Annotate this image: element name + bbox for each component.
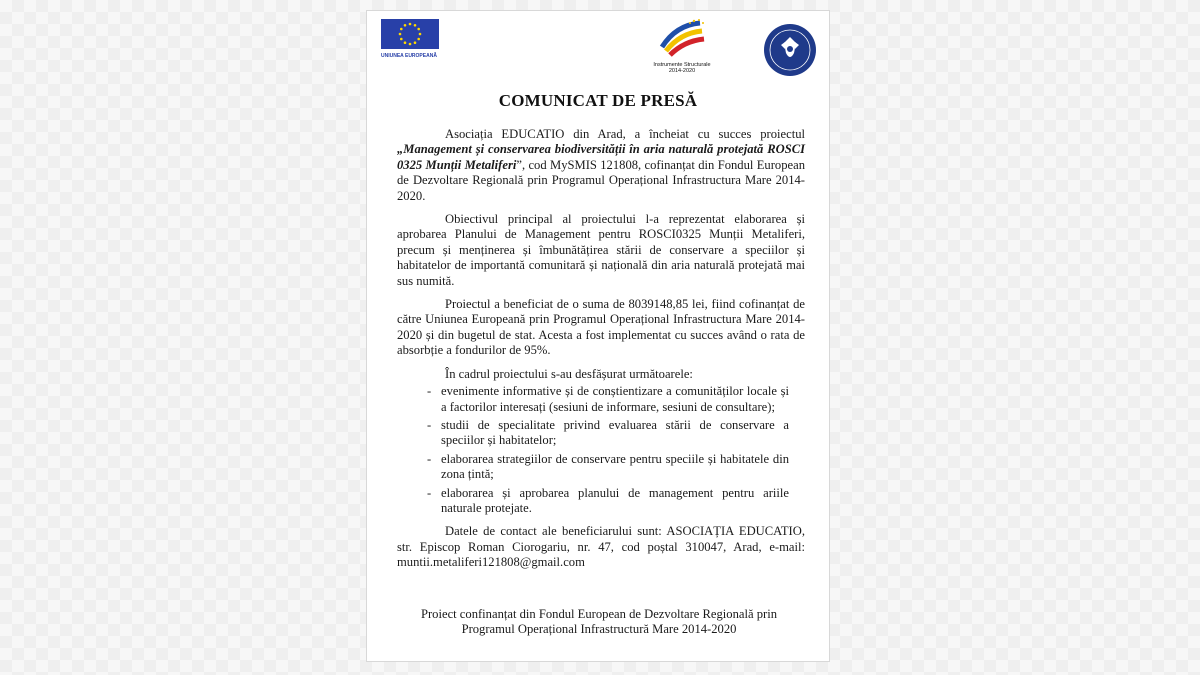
footer-note: Proiect confinanțat din Fondul European de Dezvoltare Regională prin Programul Operațional Infrastructură Mare 2014-2020	[420, 607, 777, 637]
coat-of-arms-icon	[763, 23, 817, 77]
structural-instruments-icon	[654, 17, 710, 57]
paragraph-contact: Datele de contact ale beneficiarului sunt: ASOCIAȚIA EDUCATIO, str. Episcop Roman Ciorogariu, nr. 47, cod poștal 310047, Arad, e-mail: muntii.metaliferi121808@gmail.com	[397, 524, 805, 570]
structural-instruments-years: 2014-2020	[668, 68, 696, 74]
eu-logo	[381, 19, 441, 59]
paragraph-funding: Proiectul a beneficiat de o suma de 8039148,85 lei, fiind cofinanțat de către Uniunea Europeană prin Programul Operațional Infrastructura Mare 2014-2020 și din bugetul de stat. Acesta a fost implementat cu succes având o rata de absorbție a fondurilor de 95%.	[397, 297, 805, 358]
romanian-government-logo	[763, 23, 817, 77]
page-title: COMUNICAT DE PRESĂ	[498, 91, 698, 110]
project-name: „Management și conservarea biodiversității în aria naturală protejată ROSCI 0325 Munții Metaliferi	[397, 142, 805, 172]
paragraph-objective: Obiectivul principal al proiectului l-a reprezentat elaborarea și aprobarea Planului de Management pentru ROSCI0325 Munții Metaliferi, precum și menținerea și îmbunătățirea stării de conservare a speciilor și habitatelor de importantă comunitară și națională din aria naturală protejată mai sus numită.	[397, 212, 805, 288]
activities-intro: În cadrul proiectului s-au desfășurat următoarele:	[445, 366, 693, 381]
intro-text-end: ”, cod MySMIS 121808, cofinanțat din Fondul European de Dezvoltare Regională prin Programul Operațional Infrastructura Mare 2014-2020.	[397, 157, 805, 203]
structural-instruments-logo	[647, 17, 717, 74]
list-item: - elaborarea strategiilor de conservare pentru speciile și habitatele din zona țintă;	[427, 451, 789, 482]
activities-list	[397, 384, 805, 516]
list-item: - studii de specialitate privind evaluarea stării de conservare a speciilor și habitatelor;	[427, 417, 789, 448]
intro-text: Asociația EDUCATIO din Arad, a încheiat cu succes proiectul	[445, 127, 805, 141]
eu-flag-icon	[381, 19, 439, 49]
list-item: - elaborarea și aprobarea planului de management pentru ariile naturale protejate.	[427, 485, 789, 515]
structural-instruments-label: Instrumente Structurale	[653, 62, 711, 68]
paragraph-intro	[397, 127, 805, 204]
list-item: - evenimente informative și de conștientizare a comunităților locale și a factorilor interesați (sesiuni de informare, sesiuni de consultare);	[427, 384, 789, 414]
logo-header	[367, 11, 829, 101]
press-release-body	[397, 127, 805, 579]
eu-logo-label: UNIUNEA EUROPEANĂ	[381, 53, 437, 59]
press-release-page	[366, 10, 830, 662]
